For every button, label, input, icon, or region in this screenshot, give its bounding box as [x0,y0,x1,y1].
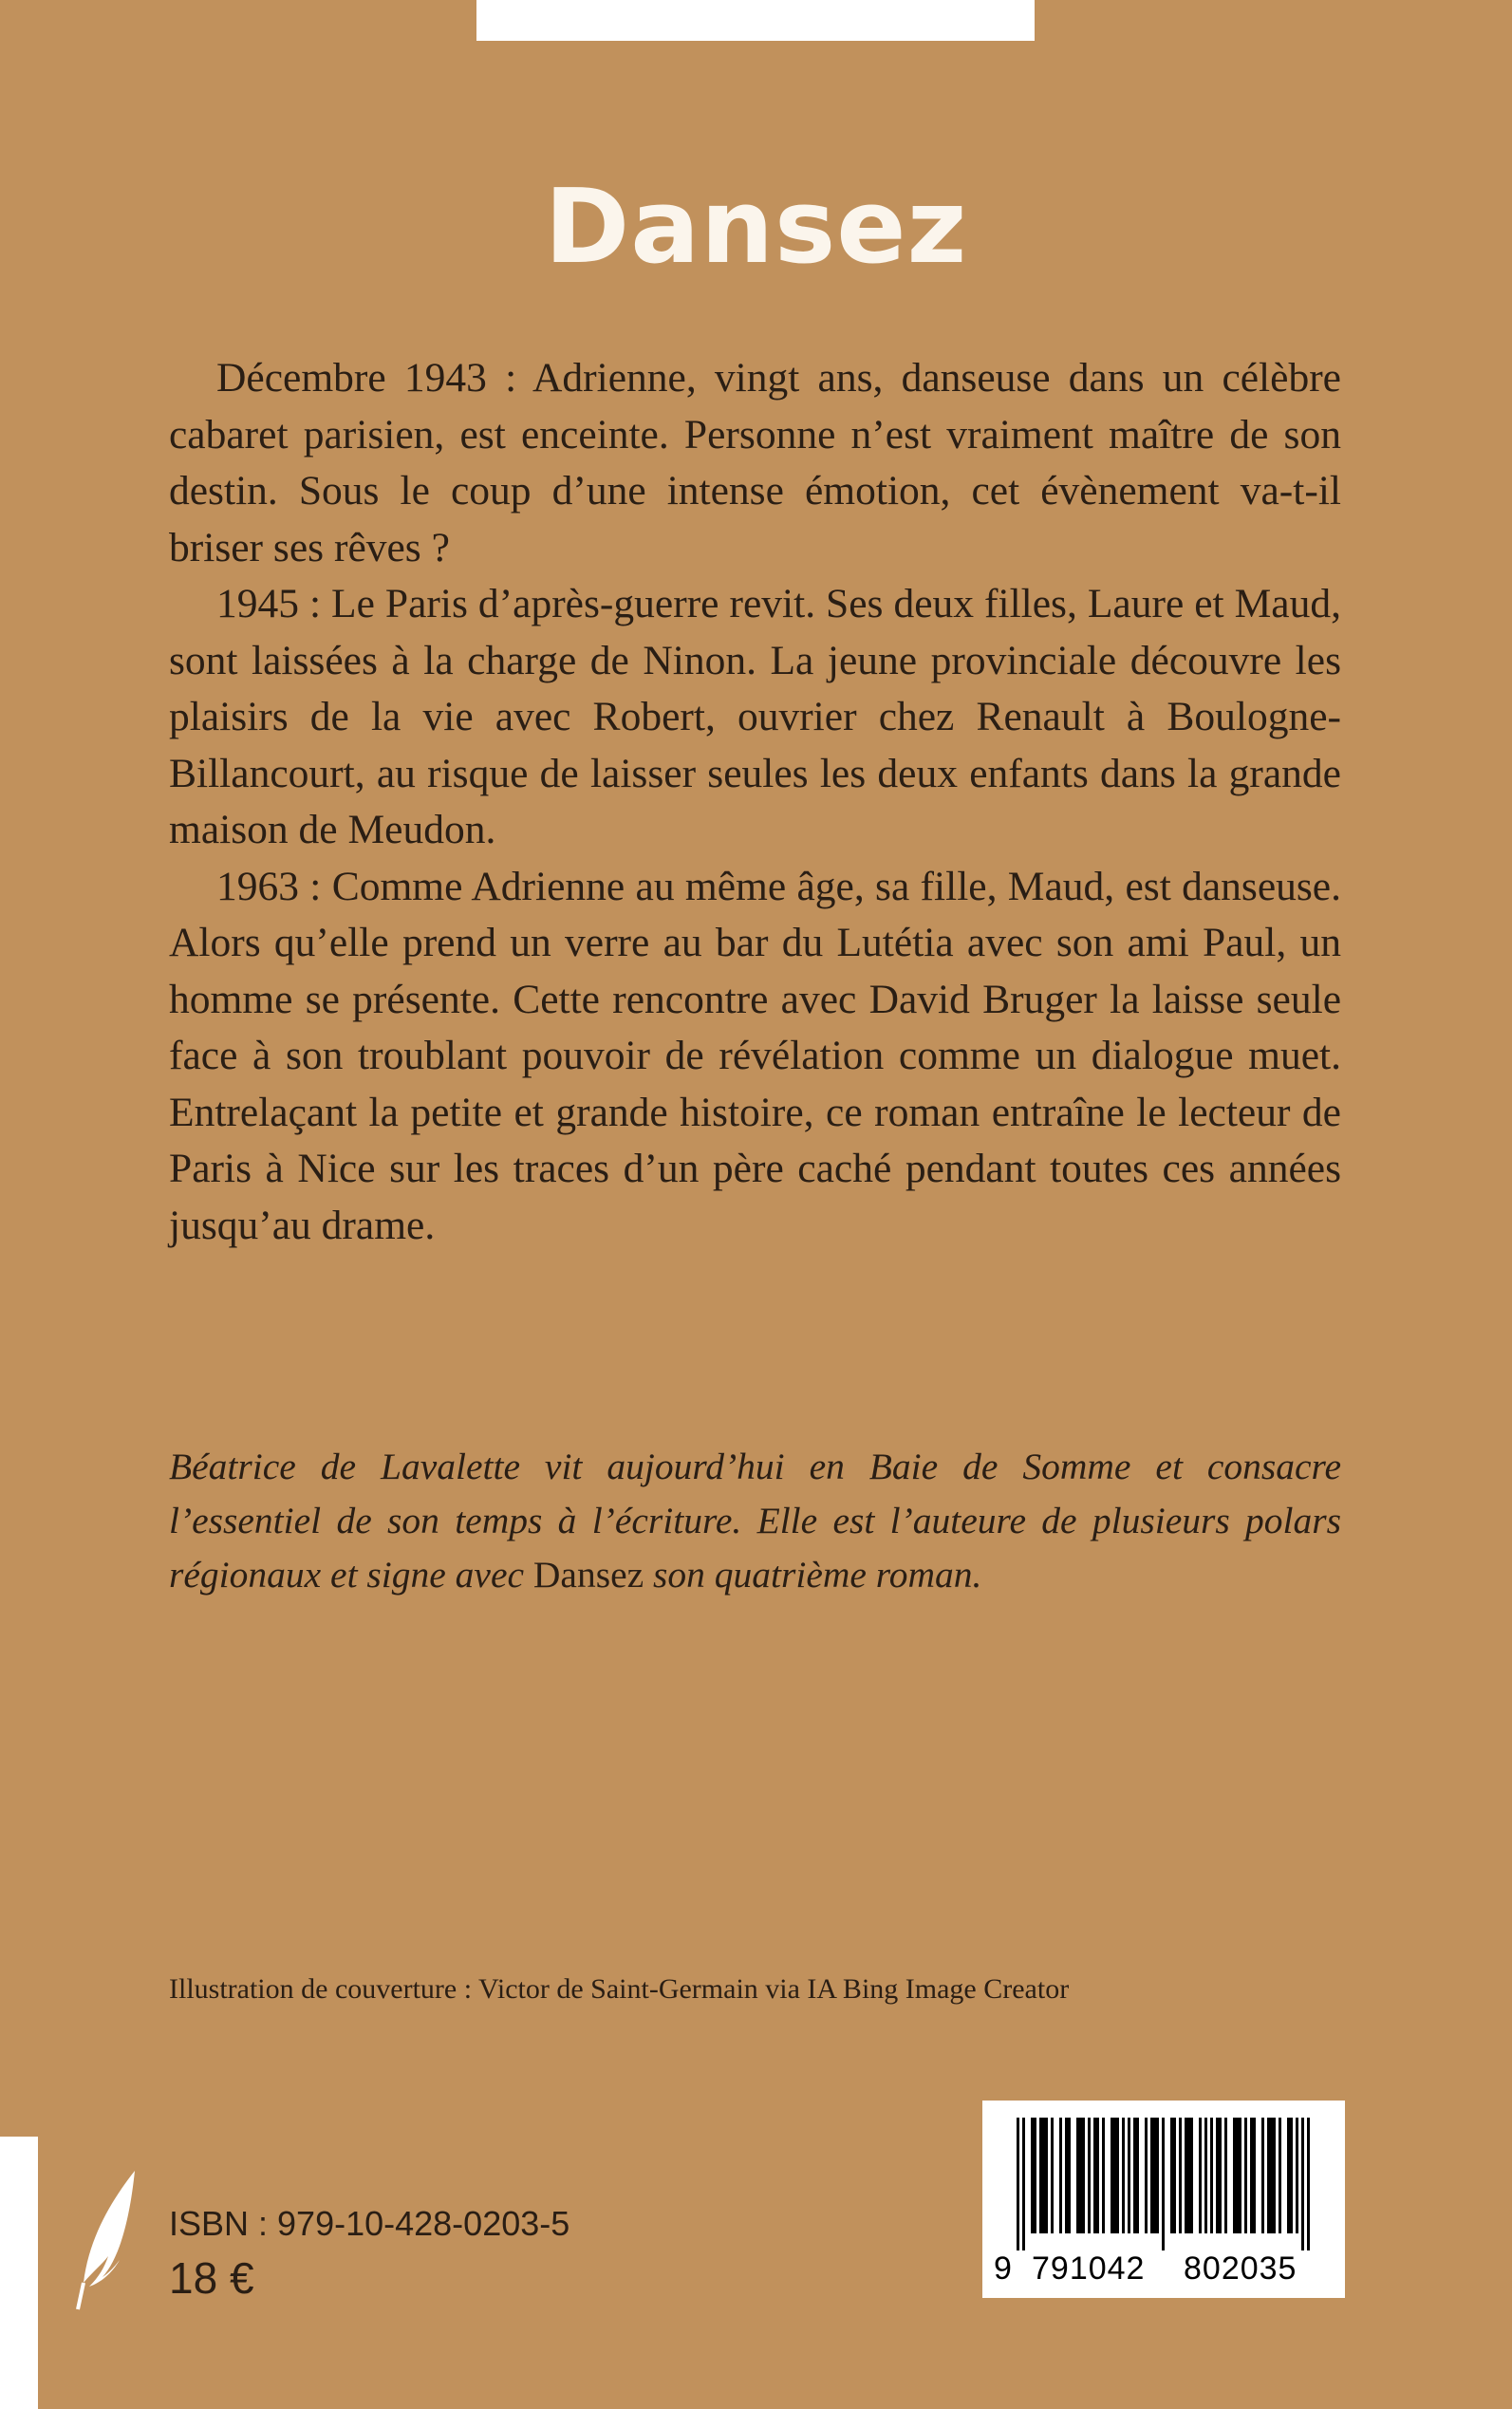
back-cover-blurb [169,350,1341,1254]
barcode-bar [1287,2118,1290,2233]
blurb-paragraph: 1963 : Comme Adrienne au même âge, sa fille, Maud, est danseuse. Alors qu’elle prend un verre au bar du Lutétia avec son ami Paul, un homme se présente. Cette rencontre avec David Bruger la laisse seule face à son troublant pouvoir de révélation comme un dialogue muet. Entrelaçant la petite et grande histoire, ce roman entraîne le lecteur de Paris à Nice sur les traces d’un père caché pendant toutes ces années jusqu’au drame. [169,863,1341,1248]
barcode [982,2101,1345,2298]
barcode-bar [1136,2118,1139,2233]
barcode-bar [1034,2118,1036,2233]
barcode-bar [1051,2118,1054,2233]
barcode-bar [1022,2118,1025,2250]
barcode-bar [1185,2118,1187,2233]
barcode-bar [1253,2118,1256,2233]
barcode-bar [1113,2118,1116,2233]
barcode-lead-digit: 9 [994,2250,1012,2287]
barcode-bar [1290,2118,1293,2233]
barcode-bar [1173,2118,1176,2233]
barcode-bar [1296,2118,1298,2233]
barcode-bar [1162,2118,1165,2250]
barcode-bar [1261,2118,1264,2233]
barcode-group-1: 791042 [1032,2250,1146,2287]
barcode-bar [1187,2118,1190,2233]
barcode-bar [1273,2118,1276,2233]
barcode-bar [1219,2118,1222,2233]
barcode-bar [1133,2118,1136,2233]
side-white-strip [0,2137,38,2409]
barcode-bars [1017,2118,1311,2250]
author-bio-text: Béatrice de Lavalette vit aujourd’hui en Baie de Somme et consacre l’essentiel de son temps à l’écriture. Elle est l’auteure de plusieurs polars régionaux et signe avec [169,1446,1341,1596]
barcode-bar [1128,2118,1130,2233]
barcode-bar [1216,2118,1219,2233]
barcode-bar [1150,2118,1153,2233]
price: 18 € [169,2253,254,2303]
barcode-bar [1301,2118,1304,2250]
barcode-bar [1079,2118,1082,2233]
barcode-bar [1210,2118,1213,2233]
barcode-bar [1059,2118,1062,2233]
barcode-bar [1233,2118,1236,2233]
blurb-paragraph: 1945 : Le Paris d’après-guerre revit. Ses deux filles, Laure et Maud, sont laissées à la charge de Ninon. La jeune provinciale découvre les plaisirs de la vie avec Robert, ouvrier chez Renault à Boulogne-Billancourt, au risque de laisser seules les deux enfants dans la grande maison de Meudon. [169,581,1341,852]
barcode-bar [1017,2118,1019,2250]
author-bio-book-title: Dansez [532,1554,644,1596]
barcode-bar [1111,2118,1113,2233]
barcode-bar [1102,2118,1105,2233]
barcode-bar [1239,2118,1241,2233]
author-bio-text-end: son quatrième roman. [644,1554,982,1596]
barcode-bar [1068,2118,1071,2233]
barcode-bar [1156,2118,1159,2233]
barcode-bar [1179,2118,1182,2233]
cover-illustration-credit: Illustration de couverture : Victor de Saint-Germain via IA Bing Image Creator [169,1973,1070,2005]
barcode-bar [1145,2118,1148,2233]
blurb-paragraph: Décembre 1943 : Adrienne, vingt ans, danseuse dans un célèbre cabaret parisien, est enceinte. Personne n’est vraiment maître de son destin. Sous le coup d’une intense émotion, cet évènement va-t-il briser ses rêves ? [169,355,1341,570]
barcode-bar [1250,2118,1253,2233]
barcode-bar [1267,2118,1270,2233]
barcode-bar [1122,2118,1125,2233]
barcode-bar [1204,2118,1207,2233]
barcode-bar [1153,2118,1156,2233]
feather-quill-icon [76,2169,147,2311]
barcode-bar [1224,2118,1227,2233]
barcode-bar [1307,2118,1310,2250]
barcode-bar [1170,2118,1173,2233]
barcode-group-2: 802035 [1184,2250,1297,2287]
top-white-tab [476,0,1035,41]
barcode-bar [1082,2118,1085,2233]
isbn: ISBN : 979-10-428-0203-5 [169,2204,570,2243]
barcode-bar [1076,2118,1079,2233]
barcode-bar [1190,2118,1193,2233]
barcode-bar [1236,2118,1239,2233]
barcode-bar [1039,2118,1042,2233]
barcode-bar [1270,2118,1273,2233]
barcode-bar [1065,2118,1068,2233]
barcode-bar [1045,2118,1048,2233]
barcode-bar [1031,2118,1034,2233]
barcode-bar [1199,2118,1202,2233]
barcode-bar [1279,2118,1281,2233]
barcode-bar [1093,2118,1096,2233]
barcode-bar [1116,2118,1119,2233]
barcode-bar [1042,2118,1045,2233]
barcode-bar [1096,2118,1099,2233]
barcode-bar [1088,2118,1091,2233]
barcode-bar [1244,2118,1247,2233]
author-bio [169,1440,1341,1602]
book-title: Dansez [544,168,968,287]
